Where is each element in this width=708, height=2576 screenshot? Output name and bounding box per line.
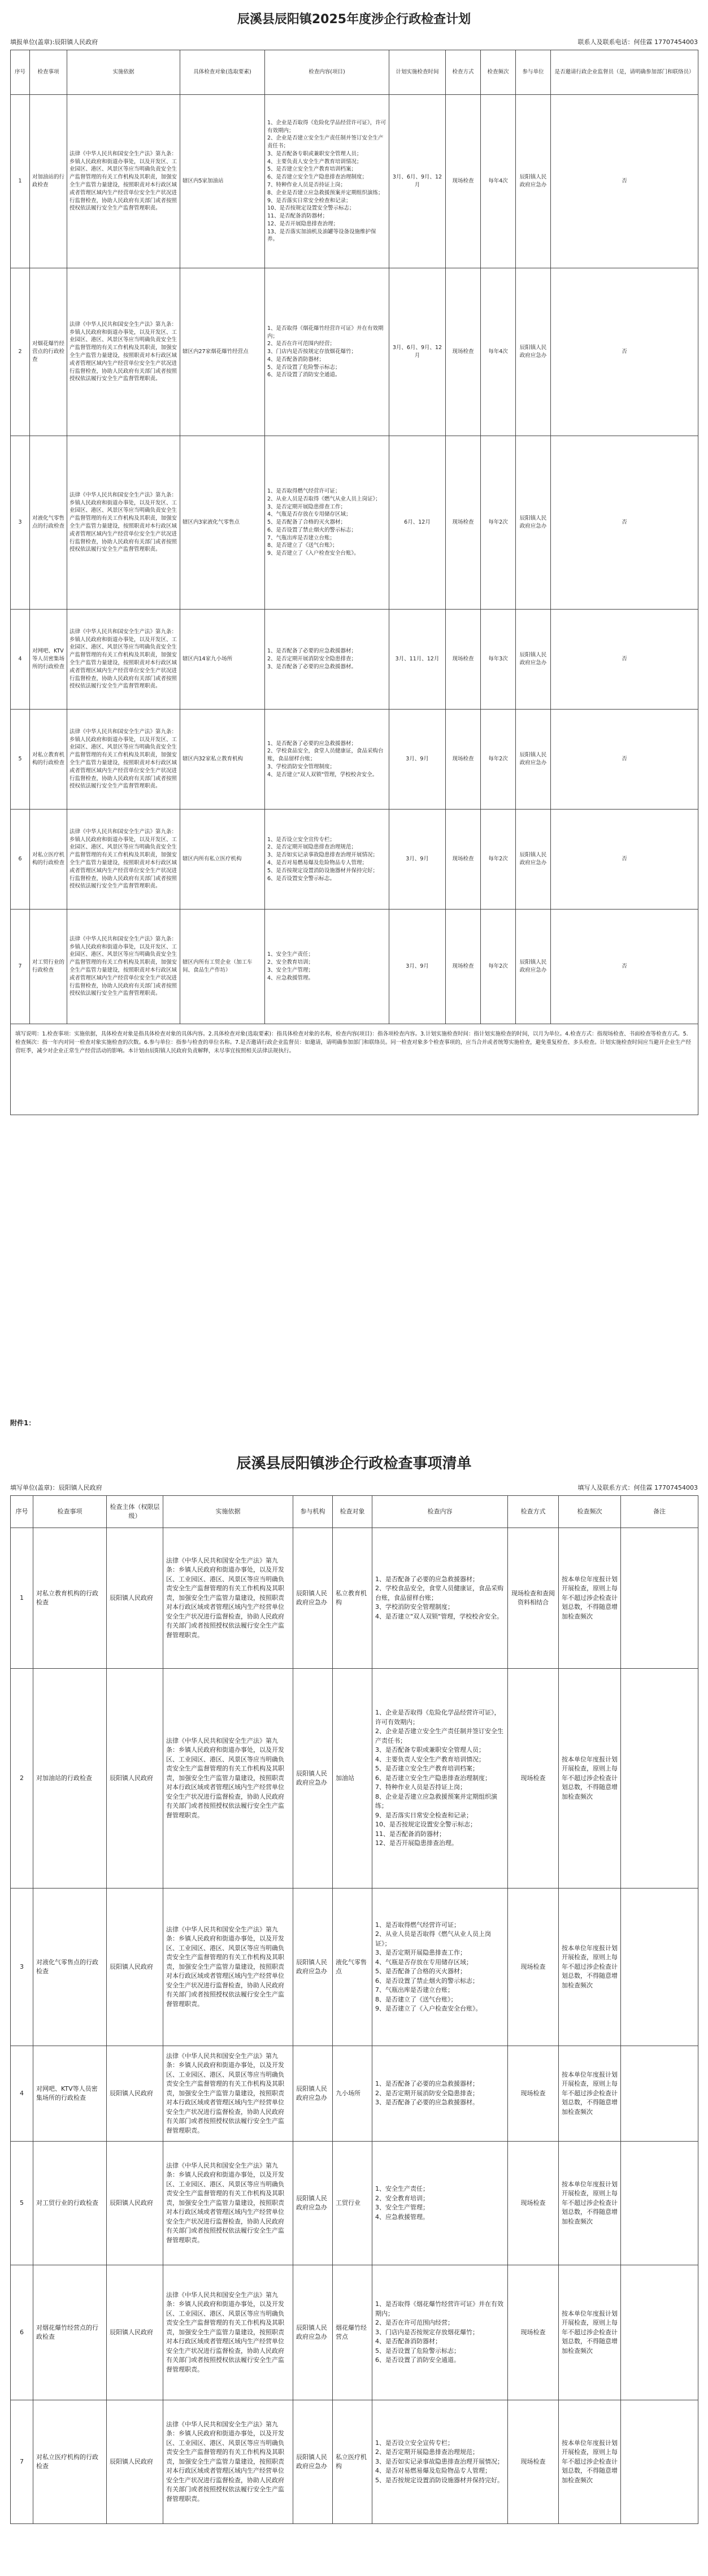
plan-target-cell: 辖区内3家液化气零售点	[180, 436, 265, 610]
plan-content-line: 10、是否按规定设置安全警示标志；	[267, 205, 355, 212]
plan-units-cell: 辰阳镇人民政府应急办	[516, 436, 551, 610]
plan-no-cell: 4	[11, 610, 30, 710]
plan-content-cell	[265, 268, 389, 436]
plan-no-cell: 7	[11, 910, 30, 1024]
plan-content-line: 6、是否设置了消防安全通道。	[267, 372, 341, 378]
list-content-cell	[372, 1889, 508, 2046]
list-subject-cell: 辰阳镇人民政府	[107, 2046, 163, 2142]
list-content-line: 2、安全教育培训；	[375, 2194, 429, 2202]
plan-content-line: 5、是否按规定设置消防设施器材并保持完好；	[267, 867, 379, 874]
plan-content-line: 2、是否定期开展消防安全隐患排查；	[267, 656, 357, 663]
plan-content-line: 3、是否如实记录事故隐患排查治理开展情况；	[267, 852, 379, 859]
list-content-line: 2、企业是否建立安全生产责任制并签订安全生产责任书；	[375, 1728, 503, 1744]
list-item-cell: 对私立教育机构的行政检查	[33, 1528, 107, 1669]
plan-content-line: 7、特种作业人员是否持证上岗；	[267, 182, 346, 188]
plan-header-row	[11, 50, 698, 95]
plan-content-line: 9、是否落实日常安全检查和记录；	[267, 197, 351, 204]
list-org-cell: 辰阳镇人民政府应急办	[293, 2265, 333, 2400]
list-method-cell: 现场检查	[508, 2142, 559, 2265]
plan-content-line: 2、学校食品安全，食堂人员健康证，食品采购台账，食品留样台账；	[267, 748, 384, 763]
list-content-line: 1、是否取得燃气经营许可证；	[375, 1921, 460, 1929]
list-content-line: 4、是否配备消防器材；	[375, 2338, 441, 2346]
list-content-line: 5、是否建立安全生产教育培训档案；	[375, 1765, 479, 1773]
plan-time-cell: 3月、9月	[389, 710, 446, 810]
plan-content-line: 4、是否配备消防器材；	[267, 356, 325, 363]
plan-units-cell: 辰阳镇人民政府应急办	[516, 610, 551, 710]
plan-row	[11, 268, 698, 436]
plan-content-line: 4、气瓶是否存放在专用储存区域；	[267, 511, 351, 518]
plan-content-line: 9、是否建立了《入户检查安全台账》。	[267, 550, 359, 557]
list-org-cell: 辰阳镇人民政府应急办	[293, 2400, 333, 2524]
list-header-cell: 备注	[621, 1496, 698, 1528]
plan-note-row	[11, 1024, 698, 1115]
plan-basis-cell: 法律《中华人民共和国安全生产法》第九条：乡镇人民政府和街道办事处，以及开发区、工业园区、港区、风景区等应当明确负责安全生产监督管理的有关工作机构及其职责，加强安全生产监管力量建设，按照职责对本行政区域或者管理区域内生产经营单位安全生产状况进行监督检查，协助人民政府有关部门或者按照授权依法履行安全生产监督管理职责。	[67, 268, 180, 436]
list-org-cell: 辰阳镇人民政府应急办	[293, 1889, 333, 2046]
plan-units-cell: 辰阳镇人民政府应急办	[516, 95, 551, 268]
list-remark-cell	[621, 1889, 698, 2046]
list-freq-cell: 按本单位年度报计划开展检查，原则上每年不超过涉企检查计划总数，不得随意增加检查频次	[559, 2400, 621, 2524]
plan-method-cell: 现场检查	[446, 910, 481, 1024]
plan-row	[11, 810, 698, 910]
plan-method-cell: 现场检查	[446, 268, 481, 436]
plan-row	[11, 910, 698, 1024]
list-header-cell: 序号	[11, 1496, 33, 1528]
plan-content-line: 3、是否定期开展隐患排查工作；	[267, 503, 346, 510]
plan-invite-cell: 否	[551, 610, 698, 710]
list-subject-cell: 辰阳镇人民政府	[107, 2265, 163, 2400]
plan-header-cell: 序号	[11, 50, 30, 95]
list-content-cell	[372, 2265, 508, 2400]
list-subject-cell: 辰阳镇人民政府	[107, 1669, 163, 1889]
list-item-cell: 对加油站的行政检查	[33, 1669, 107, 1889]
list-item-cell: 对网吧、KTV等人员密集场所的行政检查	[33, 2046, 107, 2142]
plan-target-cell: 辖区内32家私立教育机构	[180, 710, 265, 810]
list-content-line: 6、是否设置了消防安全通道。	[375, 2356, 460, 2364]
list-target-cell: 九小场所	[333, 2046, 372, 2142]
plan-content-line: 6、是否设置安全警示标志。	[267, 875, 336, 882]
list-contact: 填写人及联系方式：何佳霖 17707454003	[577, 1484, 698, 1491]
list-target-cell: 烟花爆竹经营点	[333, 2265, 372, 2400]
plan-content-line: 1、是否取得燃气经营许可证；	[267, 488, 341, 495]
list-basis-cell: 法律《中华人民共和国安全生产法》第九条：乡镇人民政府和街道办事处，以及开发区、工业园区、港区、风景区等应当明确负责安全生产监督管理的有关工作机构及其职责，加强安全生产监管力量建设，按照职责对本行政区域或者管理区域内生产经营单位安全生产状况进行监督检查，协助人民政府有关部门或者按照授权依法履行安全生产监督管理职责。	[163, 1528, 293, 1669]
list-content-line: 4、应急救援管理。	[375, 2213, 429, 2221]
list-no-cell: 5	[11, 2142, 33, 2265]
plan-content-line: 8、企业是否建立应急救援预案并定期组织演练；	[267, 189, 384, 196]
list-row	[11, 2265, 698, 2400]
plan-invite-cell: 否	[551, 910, 698, 1024]
list-item-cell: 对工贸行业的行政检查	[33, 2142, 107, 2265]
list-basis-cell: 法律《中华人民共和国安全生产法》第九条：乡镇人民政府和街道办事处，以及开发区、工业园区、港区、风景区等应当明确负责安全生产监督管理的有关工作机构及其职责，加强安全生产监管力量建设，按照职责对本行政区域或者管理区域内生产经营单位安全生产状况进行监督检查，协助人民政府有关部门或者按照授权依法履行安全生产监督管理职责。	[163, 1889, 293, 2046]
list-freq-cell: 按本单位年度报计划开展检查，原则上每年不超过涉企检查计划总数，不得随意增加检查频次	[559, 2142, 621, 2265]
list-method-cell: 现场检查	[508, 2400, 559, 2524]
list-content-line: 5、是否设置了危险警示标志；	[375, 2347, 460, 2355]
plan-content-line: 2、安全教育培训；	[267, 959, 314, 966]
plan-basis-cell: 法律《中华人民共和国安全生产法》第九条：乡镇人民政府和街道办事处，以及开发区、工业园区、港区、风景区等应当明确负责安全生产监督管理的有关工作机构及其职责，加强安全生产监管力量建设，按照职责对本行政区域或者管理区域内生产经营单位安全生产状况进行监督检查，协助人民政府有关部门或者按照授权依法履行安全生产监督管理职责。	[67, 910, 180, 1024]
plan-method-cell: 现场检查	[446, 95, 481, 268]
list-no-cell: 3	[11, 1889, 33, 2046]
list-content-cell	[372, 2400, 508, 2524]
list-subject-cell: 辰阳镇人民政府	[107, 1889, 163, 2046]
plan-units-cell: 辰阳镇人民政府应急办	[516, 810, 551, 910]
plan-header-cell: 检查内容(项目)	[265, 50, 389, 95]
plan-basis-cell: 法律《中华人民共和国安全生产法》第九条：乡镇人民政府和街道办事处，以及开发区、工业园区、港区、风景区等应当明确负责安全生产监督管理的有关工作机构及其职责，加强安全生产监管力量建设，按照职责对本行政区域或者管理区域内生产经营单位安全生产状况进行监督检查，协助人民政府有关部门或者按照授权依法履行安全生产监督管理职责。	[67, 610, 180, 710]
plan-content-line: 11、是否配备消防器材；	[267, 213, 328, 220]
plan-units-cell: 辰阳镇人民政府应急办	[516, 910, 551, 1024]
list-content-cell	[372, 2046, 508, 2142]
list-method-cell: 现场检查和查阅资料相结合	[508, 1528, 559, 1669]
plan-header-cell: 计划实施检查时间	[389, 50, 446, 95]
plan-header-cell: 实施依据	[67, 50, 180, 95]
plan-content-line: 4、应急救援管理。	[267, 974, 314, 981]
list-subject-cell: 辰阳镇人民政府	[107, 2142, 163, 2265]
list-content-line: 3、学校消防安全管理制度；	[375, 1603, 454, 1611]
plan-content-cell	[265, 610, 389, 710]
plan-content-cell	[265, 810, 389, 910]
list-content-line: 2、是否在许可范围内经营；	[375, 2319, 454, 2327]
list-freq-cell: 按本单位年度报计划开展检查，原则上每年不超过涉企检查计划总数，不得随意增加检查频次	[559, 2046, 621, 2142]
plan-header-cell: 是否邀请行政企业监督员（是，请明确参加部门和联络员）	[551, 50, 698, 95]
plan-content-line: 2、是否在许可范围内经营；	[267, 341, 336, 347]
list-remark-cell	[621, 1528, 698, 1669]
plan-target-cell: 辖区内14家九小场所	[180, 610, 265, 710]
list-content-line: 6、是否建立安全生产隐患排查治理制度；	[375, 1774, 491, 1782]
plan-contact: 联系人及联系电话：何佳霖 17707454003	[577, 38, 698, 46]
list-content-line: 2、学校食品安全，食堂人员健康证，食品采购台账，食品留样台账；	[375, 1585, 503, 1602]
list-item-cell: 对私立医疗机构的行政检查	[33, 2400, 107, 2524]
list-unit: 填写单位(盖章)：辰阳镇人民政府	[10, 1484, 102, 1491]
plan-time-cell: 3月、6月、9月、12月	[389, 268, 446, 436]
list-content-line: 2、是否定期开展消防安全隐患排查；	[375, 2089, 479, 2097]
list-no-cell: 2	[11, 1669, 33, 1889]
inspection-plan-section	[10, 0, 698, 1115]
plan-basis-cell: 法律《中华人民共和国安全生产法》第九条：乡镇人民政府和街道办事处，以及开发区、工业园区、港区、风景区等应当明确负责安全生产监督管理的有关工作机构及其职责，加强安全生产监管力量建设，按照职责对本行政区域或者管理区域内生产经营单位安全生产状况进行监督检查，协助人民政府有关部门或者按照授权依法履行安全生产监督管理职责。	[67, 436, 180, 610]
list-basis-cell: 法律《中华人民共和国安全生产法》第九条：乡镇人民政府和街道办事处，以及开发区、工业园区、港区、风景区等应当明确负责安全生产监督管理的有关工作机构及其职责，加强安全生产监管力量建设，按照职责对本行政区域或者管理区域内生产经营单位安全生产状况进行监督检查，协助人民政府有关部门或者按照授权依法履行安全生产监督管理职责。	[163, 2265, 293, 2400]
list-item-cell: 对液化气零售点的行政检查	[33, 1889, 107, 2046]
plan-content-line: 6、是否设置了禁止烟火的警示标志；	[267, 526, 357, 533]
list-remark-cell	[621, 1669, 698, 1889]
list-row	[11, 2046, 698, 2142]
plan-content-line: 1、是否配备了必要的应急救援器材；	[267, 740, 357, 747]
plan-time-cell: 3月、9月	[389, 810, 446, 910]
plan-content-line: 5、是否建立安全生产教育培训档案；	[267, 166, 357, 173]
plan-header-cell: 检查事项	[30, 50, 67, 95]
plan-basis-cell: 法律《中华人民共和国安全生产法》第九条：乡镇人民政府和街道办事处，以及开发区、工业园区、港区、风景区等应当明确负责安全生产监督管理的有关工作机构及其职责，加强安全生产监管力量建设，按照职责对本行政区域或者管理区域内生产经营单位安全生产状况进行监督检查，协助人民政府有关部门或者按照授权依法履行安全生产监督管理职责。	[67, 810, 180, 910]
plan-table	[10, 50, 698, 1115]
plan-content-line: 3、安全生产管理；	[267, 967, 314, 973]
list-content-line: 1、是否配备了必要的应急救援器材；	[375, 2080, 479, 2088]
list-header-cell: 检查主体（权限层级）	[107, 1496, 163, 1528]
plan-content-line: 4、是否对易燃易爆及危险物品专人管理；	[267, 860, 368, 866]
list-freq-cell: 按本单位年度报计划开展检查，原则上每年不超过涉企检查计划总数，不得随意增加检查频次	[559, 1669, 621, 1889]
list-basis-cell: 法律《中华人民共和国安全生产法》第九条：乡镇人民政府和街道办事处，以及开发区、工业园区、港区、风景区等应当明确负责安全生产监督管理的有关工作机构及其职责，加强安全生产监管力量建设，按照职责对本行政区域或者管理区域内生产经营单位安全生产状况进行监督检查，协助人民政府有关部门或者按照授权依法履行安全生产监督管理职责。	[163, 2400, 293, 2524]
plan-content-line: 3、是否配备了必要的应急救援器材。	[267, 663, 357, 670]
plan-content-line: 7、气瓶出库是否建立台账；	[267, 534, 336, 541]
list-content-line: 3、门店内是否按规定存放烟花爆竹；	[375, 2328, 479, 2336]
list-content-line: 7、气瓶出库是否建立台账；	[375, 1986, 454, 1994]
plan-header-cell: 检查方式	[446, 50, 481, 95]
list-row	[11, 1669, 698, 1889]
plan-content-line: 3、学校消防安全管理制度；	[267, 763, 336, 770]
plan-freq-cell: 每年2次	[481, 810, 516, 910]
plan-content-line: 5、是否设置了危险警示标志；	[267, 364, 341, 371]
plan-invite-cell: 否	[551, 810, 698, 910]
list-header-cell: 检查内容	[372, 1496, 508, 1528]
plan-target-cell: 辖区内所有私立医疗机构	[180, 810, 265, 910]
list-basis-cell: 法律《中华人民共和国安全生产法》第九条：乡镇人民政府和街道办事处，以及开发区、工业园区、港区、风景区等应当明确负责安全生产监督管理的有关工作机构及其职责，加强安全生产监管力量建设，按照职责对本行政区域或者管理区域内生产经营单位安全生产状况进行监督检查，协助人民政府有关部门或者按照授权依法履行安全生产监督管理职责。	[163, 2142, 293, 2265]
plan-row	[11, 710, 698, 810]
plan-content-line: 3、门店内是否按规定存放烟花爆竹；	[267, 349, 357, 355]
list-target-cell: 私立教育机构	[333, 1528, 372, 1669]
plan-item-cell: 对液化气零售点的行政检查	[30, 436, 67, 610]
plan-header-cell: 参与单位	[516, 50, 551, 95]
plan-method-cell: 现场检查	[446, 710, 481, 810]
plan-content-line: 1、企业是否取得《危险化学品经营许可证》，许可有效期内；	[267, 119, 386, 134]
list-method-cell: 现场检查	[508, 1669, 559, 1889]
list-method-cell: 现场检查	[508, 1889, 559, 2046]
plan-no-cell: 2	[11, 268, 30, 436]
plan-title: 辰溪县辰阳镇2025年度涉企行政检查计划	[237, 12, 471, 27]
list-title: 辰溪县辰阳镇涉企行政检查事项清单	[236, 1455, 472, 1472]
list-row	[11, 2142, 698, 2265]
list-freq-cell: 按本单位年度报计划开展检查，原则上每年不超过涉企检查计划总数，不得随意增加检查频次	[559, 1889, 621, 2046]
list-table-body	[11, 1528, 698, 2524]
list-content-line: 9、是否落实日常安全检查和记录；	[375, 1811, 472, 1819]
list-org-cell: 辰阳镇人民政府应急办	[293, 1528, 333, 1669]
list-remark-cell	[621, 2265, 698, 2400]
plan-item-cell: 对烟花爆竹经营点的行政检查	[30, 268, 67, 436]
list-no-cell: 4	[11, 2046, 33, 2142]
list-header-cell: 参与机构	[293, 1496, 333, 1528]
plan-target-cell: 辖区内27家烟花爆竹经营点	[180, 268, 265, 436]
list-content-line: 7、特种作业人员是否持证上岗；	[375, 1783, 466, 1791]
list-header-row	[11, 1496, 698, 1528]
plan-content-line: 1、是否设立安全宣传专栏；	[267, 836, 336, 843]
list-content-line: 11、是否配备消防器材；	[375, 1830, 445, 1838]
list-content-line: 5、是否按规定设置消防设施器材并保持完好。	[375, 2476, 503, 2484]
list-target-cell: 加油站	[333, 1669, 372, 1889]
list-remark-cell	[621, 2142, 698, 2265]
list-content-line: 3、是否配备了必要的应急救援器材。	[375, 2099, 479, 2107]
plan-item-cell: 对私立教育机构的行政检查	[30, 710, 67, 810]
list-freq-cell: 按本单位年度报计划开展检查，原则上每年不超过涉企检查计划总数，不得随意增加检查频次	[559, 2265, 621, 2400]
plan-content-cell	[265, 95, 389, 268]
plan-content-line: 3、是否配备专职或兼职安全管理人员；	[267, 150, 362, 157]
plan-header-cell: 具体检查对象(选取要素)	[180, 50, 265, 95]
list-target-cell: 私立医疗机构	[333, 2400, 372, 2524]
plan-content-cell	[265, 436, 389, 610]
plan-item-cell: 对加油站的行政检查	[30, 95, 67, 268]
list-content-line: 1、是否取得《烟花爆竹经营许可证》并在有效期内；	[375, 2300, 503, 2317]
plan-freq-cell: 每年2次	[481, 910, 516, 1024]
list-content-line: 1、是否设立安全宣传专栏；	[375, 2439, 454, 2447]
plan-item-cell: 对工贸行业的行政检查	[30, 910, 67, 1024]
plan-row	[11, 436, 698, 610]
plan-no-cell: 5	[11, 710, 30, 810]
plan-time-cell: 3月、11月、12月	[389, 610, 446, 710]
plan-content-line: 1、安全生产责任；	[267, 951, 314, 958]
list-content-line: 1、安全生产责任；	[375, 2185, 429, 2192]
list-basis-cell: 法律《中华人民共和国安全生产法》第九条：乡镇人民政府和街道办事处，以及开发区、工业园区、港区、风景区等应当明确负责安全生产监督管理的有关工作机构及其职责，加强安全生产监管力量建设，按照职责对本行政区域或者管理区域内生产经营单位安全生产状况进行监督检查，协助人民政府有关部门或者按照授权依法履行安全生产监督管理职责。	[163, 2046, 293, 2142]
plan-method-cell: 现场检查	[446, 810, 481, 910]
list-content-line: 4、是否对易燃易爆及危险物品专人管理；	[375, 2467, 491, 2475]
list-subject-cell: 辰阳镇人民政府	[107, 2400, 163, 2524]
list-content-line: 9、是否建立了《入户检查安全台账》。	[375, 2005, 482, 2012]
plan-content-line: 2、是否定期开展隐患排查治理规范；	[267, 844, 357, 851]
plan-item-cell: 对网吧、KTV等人员密集场所的行政检查	[30, 610, 67, 710]
list-content-line: 3、是否定期开展隐患排查工作；	[375, 1949, 466, 1956]
list-header-cell: 实施依据	[163, 1496, 293, 1528]
list-no-cell: 1	[11, 1528, 33, 1669]
list-meta	[10, 1483, 698, 1495]
list-no-cell: 6	[11, 2265, 33, 2400]
plan-no-cell: 6	[11, 810, 30, 910]
list-header-cell: 检查频次	[559, 1496, 621, 1528]
plan-no-cell: 1	[11, 95, 30, 268]
list-content-line: 6、是否设置了禁止烟火的警示标志；	[375, 1977, 479, 1985]
plan-content-line: 1、是否取得《烟花爆竹经营许可证》并在有效期内；	[267, 325, 384, 340]
list-subject-cell: 辰阳镇人民政府	[107, 1528, 163, 1669]
list-header-cell: 检查事项	[33, 1496, 107, 1528]
list-content-line: 4、气瓶是否存放在专用储存区域；	[375, 1958, 472, 1966]
plan-freq-cell: 每年3次	[481, 610, 516, 710]
plan-basis-cell: 法律《中华人民共和国安全生产法》第九条：乡镇人民政府和街道办事处，以及开发区、工业园区、港区、风景区等应当明确负责安全生产监督管理的有关工作机构及其职责，加强安全生产监管力量建设，按照职责对本行政区域或者管理区域内生产经营单位安全生产状况进行监督检查，协助人民政府有关部门或者按照授权依法履行安全生产监督管理职责。	[67, 95, 180, 268]
list-content-line: 12、是否开展隐患排查治理。	[375, 1839, 458, 1847]
plan-header-cell: 检查频次	[481, 50, 516, 95]
list-header-cell: 检查对象	[333, 1496, 372, 1528]
plan-no-cell: 3	[11, 436, 30, 610]
attachment-label: 附件1：	[10, 1419, 36, 1427]
list-content-cell	[372, 2142, 508, 2265]
list-content-line: 1、企业是否取得《危险化学品经营许可证》，许可有效期内；	[375, 1709, 501, 1726]
list-no-cell: 7	[11, 2400, 33, 2524]
list-content-line: 3、是否配备专职或兼职安全管理人员；	[375, 1746, 485, 1754]
list-content-line: 4、主要负责人安全生产教育培训情况；	[375, 1755, 485, 1763]
list-target-cell: 工贸行业	[333, 2142, 372, 2265]
plan-invite-cell: 否	[551, 436, 698, 610]
plan-meta	[10, 37, 698, 50]
plan-content-line: 5、是否配备了合格的灭火器材；	[267, 519, 346, 526]
plan-content-cell	[265, 710, 389, 810]
list-method-cell: 现场检查	[508, 2046, 559, 2142]
list-row	[11, 2400, 698, 2524]
list-freq-cell: 按本单位年度报计划开展检查，原则上每年不超过涉企检查计划总数，不得随意增加检查频次	[559, 1528, 621, 1669]
plan-units-cell: 辰阳镇人民政府应急办	[516, 268, 551, 436]
list-org-cell: 辰阳镇人民政府应急办	[293, 2142, 333, 2265]
list-row	[11, 1889, 698, 2046]
plan-method-cell: 现场检查	[446, 610, 481, 710]
plan-content-line: 6、是否建立安全生产隐患排查治理制度；	[267, 174, 368, 181]
list-table	[10, 1495, 698, 2524]
list-content-line: 5、是否配备了合格的灭火器材；	[375, 1968, 466, 1975]
plan-row	[11, 610, 698, 710]
list-content-line: 3、是否如实记录事故隐患排查治理开展情况；	[375, 2457, 503, 2465]
list-header-cell: 检查方式	[508, 1496, 559, 1528]
plan-method-cell: 现场检查	[446, 436, 481, 610]
list-basis-cell: 法律《中华人民共和国安全生产法》第九条：乡镇人民政府和街道办事处，以及开发区、工业园区、港区、风景区等应当明确负责安全生产监督管理的有关工作机构及其职责，加强安全生产监管力量建设，按照职责对本行政区域或者管理区域内生产经营单位安全生产状况进行监督检查，协助人民政府有关部门或者按照授权依法履行安全生产监督管理职责。	[163, 1669, 293, 1889]
list-remark-cell	[621, 2046, 698, 2142]
list-content-line: 2、从业人员是否取得《燃气从业人员上岗证》；	[375, 1930, 491, 1947]
list-content-line: 8、企业是否建立应急救援预案并定期组织演练；	[375, 1792, 497, 1810]
plan-content-line: 8、是否建立了《送气台账》；	[267, 542, 338, 549]
plan-content-line: 2、企业是否建立安全生产责任制并签订安全生产责任书；	[267, 135, 384, 150]
plan-freq-cell: 每年4次	[481, 95, 516, 268]
list-method-cell: 现场检查	[508, 2265, 559, 2400]
list-content-line: 1、是否配备了必要的应急救援器材；	[375, 1575, 479, 1583]
list-content-cell	[372, 1669, 508, 1889]
list-content-line: 3、安全生产管理；	[375, 2204, 429, 2211]
plan-time-cell: 3月、6月、9月、12月	[389, 95, 446, 268]
plan-freq-cell: 每年2次	[481, 436, 516, 610]
list-item-cell: 对烟花爆竹经营点的行政检查	[33, 2265, 107, 2400]
plan-basis-cell: 法律《中华人民共和国安全生产法》第九条：乡镇人民政府和街道办事处，以及开发区、工业园区、港区、风景区等应当明确负责安全生产监督管理的有关工作机构及其职责，加强安全生产监管力量建设，按照职责对本行政区域或者管理区域内生产经营单位安全生产状况进行监督检查，协助人民政府有关部门或者按照授权依法履行安全生产监督管理职责。	[67, 710, 180, 810]
list-content-line: 4、是否建立"双人双锁"管理，学校校舍安全。	[375, 1612, 503, 1620]
plan-freq-cell: 每年2次	[481, 710, 516, 810]
list-org-cell: 辰阳镇人民政府应急办	[293, 1669, 333, 1889]
list-target-cell: 液化气零售点	[333, 1889, 372, 2046]
plan-target-cell: 辖区内所有工贸企业（加工车间、食品生产作坊）	[180, 910, 265, 1024]
list-content-line: 2、是否定期开展隐患排查治理规范；	[375, 2448, 479, 2456]
plan-time-cell: 3月、9月	[389, 910, 446, 1024]
plan-invite-cell: 否	[551, 268, 698, 436]
list-org-cell: 辰阳镇人民政府应急办	[293, 2046, 333, 2142]
list-content-line: 10、是否按规定设置安全警示标志；	[375, 1821, 476, 1829]
plan-invite-cell: 否	[551, 95, 698, 268]
plan-content-cell	[265, 910, 389, 1024]
plan-content-line: 1、是否配备了必要的应急救援器材；	[267, 648, 357, 655]
list-row	[11, 1528, 698, 1669]
plan-unit: 填报单位(盖章):辰阳镇人民政府	[10, 38, 98, 46]
plan-freq-cell: 每年4次	[481, 268, 516, 436]
plan-content-line: 2、从业人员是否取得《燃气从业人员上岗证》；	[267, 495, 381, 502]
plan-row	[11, 95, 698, 268]
plan-target-cell: 辖区内5家加油站	[180, 95, 265, 268]
plan-content-line: 12、是否开展隐患排查治理；	[267, 220, 339, 227]
list-remark-cell	[621, 2400, 698, 2524]
plan-item-cell: 对私立医疗机构的行政检查	[30, 810, 67, 910]
plan-content-line: 4、主要负责人安全生产教育培训情况；	[267, 158, 362, 165]
plan-units-cell: 辰阳镇人民政府应急办	[516, 710, 551, 810]
plan-time-cell: 6月、12月	[389, 436, 446, 610]
list-content-line: 8、是否建立了《送气台账》；	[375, 1995, 457, 2003]
plan-table-body	[11, 95, 698, 1115]
inspection-list-section	[10, 1418, 698, 2524]
plan-content-line: 13、是否落实加油机及油罐等设备设施维护保养。	[267, 228, 376, 243]
list-content-cell	[372, 1528, 508, 1669]
plan-note-cell: 填写说明：1.检查事项：实施依据，具体检查对象是指具体检查对象的具体内容。2.具体检查对象(选取要素)：指具体检查对象的名称，检查内容(项目)：指各项检查内容。3.计划实施检查时间：指计划实施检查的时间，以月为单位。4.检查方式：指现场检查、书面检查等检查方式。5.检查频次：指一年内对同一检查对象实施检查的次数。6.参与单位：指参与检查的单位名称。7.是否邀请行政企业监督员：如邀请，请明确参加部门和联络员。同一检查对象多个检查事项的，应当合并或者统筹实施检查，避免重复检查、多头检查。计划实施检查时间应当避开企业生产经营旺季，减少对企业正常生产经营活动的影响。本计划由辰阳镇人民政府负责解释，未尽事宜按照相关法律法规执行。	[11, 1024, 698, 1115]
plan-invite-cell: 否	[551, 710, 698, 810]
plan-content-line: 4、是否建立"双人双锁"管理，学校校舍安全。	[267, 771, 378, 778]
